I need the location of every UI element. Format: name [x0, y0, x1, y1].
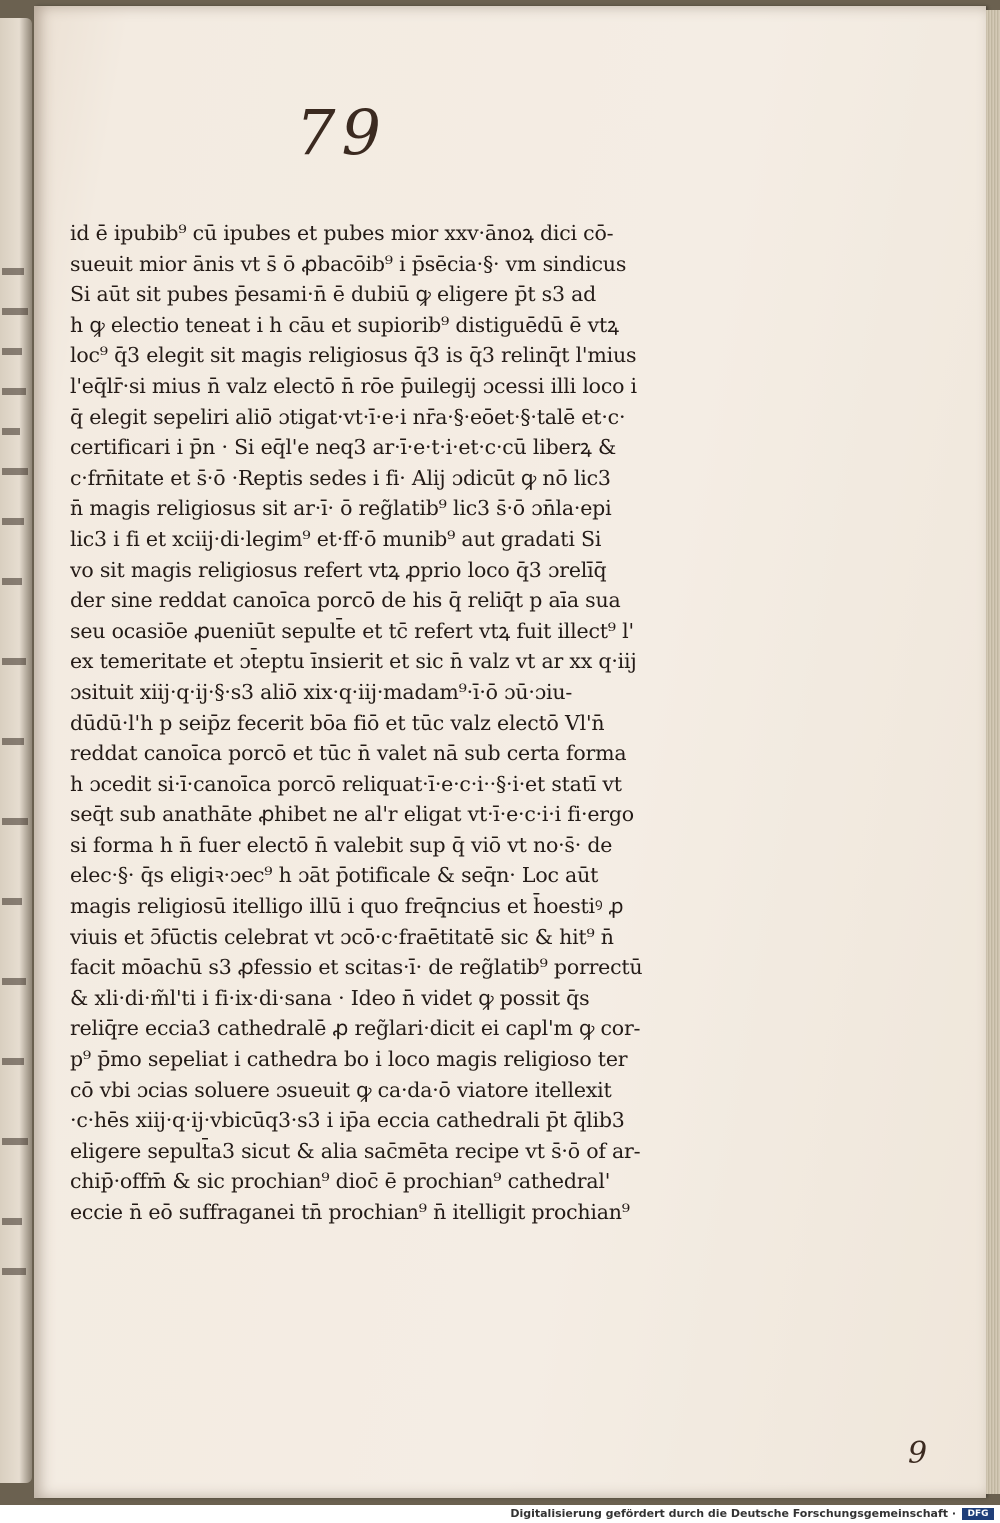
text-line: sueuit mior ānis vt s̄ ō ꝓbacōib⁹ i p̄sēcia·§· vm sindicus [70, 251, 627, 276]
text-line: n̄ magis religiosus sit ar·ī· ō reg̃latib⁹ lic3 s̄·ō ɔn̄la·epi [70, 496, 612, 521]
text-line: Si aūt sit pubes p̄esami·n̄ ē dubiū ꝙ eligere p̄t s3 ad [70, 282, 597, 307]
text-line: seu ocasiōe ꝓueniūt sepult̄e et tc̄ refert vtꝝ fuit illect⁹ l' [70, 618, 634, 643]
text-line: p⁹ p̄mo sepeliat i cathedra bo i loco magis religioso ter [70, 1047, 628, 1072]
folio-number: 79 [296, 96, 387, 169]
page-edge-stack [986, 10, 1000, 1494]
text-line: cō vbi ɔcias soluere ɔsueuit ꝙ ca·da·ō viatore itellexit [70, 1077, 612, 1102]
text-line: id ē ipubib⁹ cū ipubes et pubes mior xxv·ānoꝝ dici cō- [70, 221, 614, 245]
text-line: der sine reddat canoīca porcō de his q̄ reliq̄t p aīa sua [70, 588, 621, 613]
text-line: ɔsituit xiij·q·ij·§·s3 aliō xix·q·iij·madam⁹·ī·ō ɔū·ɔiu- [70, 679, 573, 704]
text-line: c·frn̄itate et s̄·ō ·Reptis sedes i fi· Alij ɔdicūt ꝙ nō lic3 [70, 465, 611, 490]
text-line: eccie n̄ eō suffraganei tn̄ prochian⁹ n̄ itelligit prochian⁹ [70, 1200, 630, 1224]
text-line: lic3 i fi et xciij·di·legim⁹ et·ff·ō munib⁹ aut gradati Si [70, 526, 602, 551]
text-line: magis religiosū itelligo illū i quo freq̄ncius et h̄oestiꝰ ꝓ [70, 894, 624, 919]
text-line: h ɔcedit si·ī·canoīca porcō reliquat·ī·e·c·i··§·i·et statī vt [70, 771, 622, 796]
text-line: l'eq̄lr̄·si mius n̄ valz electō n̄ rōe p̄uilegij ɔcessi illi loco i [70, 373, 637, 398]
previous-page-edge [0, 18, 32, 1483]
text-line: h ꝙ electio teneat i h cāu et supiorib⁹ distiguēdū ē vtꝝ [70, 312, 619, 337]
footer-bar [0, 1505, 1000, 1523]
dfg-credit: Digitalisierung gefördert durch die Deutsche Forschungsgemeinschaft · [510, 1507, 956, 1520]
text-line: loc⁹ q̄3 elegit sit magis religiosus q̄3 is q̄3 relinq̄t l'mius [70, 343, 637, 368]
text-line: elec·§· q̄s eligiꝛ·ɔec⁹ h ɔāt p̄otificale & seq̄n· Loc aūt [70, 863, 599, 888]
text-line: ·c·hēs xiij·q·ij·vbicūq3·s3 i ip̄a eccia cathedrali p̄t q̄lib3 [70, 1108, 625, 1133]
signature-mark: 9 [908, 1436, 928, 1471]
text-line: viuis et ɔ̄fūctis celebrat vt ɔcō·c·fraētitatē sic & hit⁹ n̄ [70, 924, 614, 949]
text-line: eligere sepult̄a3 sicut & alia sac̄mēta recipe vt s̄·ō of ar- [70, 1138, 641, 1163]
text-line: ex temeritate et ɔt̄eptu īnsierit et sic n̄ valz vt ar xx q·iij [70, 649, 637, 674]
dfg-logo[interactable]: DFG [962, 1508, 994, 1520]
text-column [70, 218, 680, 1228]
text-line: facit mōachū s3 ꝓfessio et scitas·ī· de reg̃latib⁹ porrectū [70, 955, 643, 980]
text-line: & xli·di·m̃l'ti i fi·ix·di·sana · Ideo n̄ videt ꝙ possit q̄s [70, 985, 590, 1010]
text-line: dūdū·l'h p seip̄z fecerit bōa fiō et tūc valz electō Vl'n̄ [70, 710, 605, 735]
text-line: certificari i p̄n · Si eq̄l'e neq3 ar·ī·e·t·i·et·c·cū liberꝝ & [70, 435, 617, 460]
text-line: reddat canoīca porcō et tūc n̄ valet nā sub certa forma [70, 741, 627, 766]
text-line: reliq̄re eccia3 cathedralē ꝓ reg̃lari·dicit ei capl'm ꝙ cor- [70, 1016, 641, 1041]
text-line: chip̄·offm̄ & sic prochian⁹ dioc̄ ē prochian⁹ cathedral' [70, 1169, 611, 1194]
text-line: q̄ elegit sepeliri aliō ɔtigat·vt·ī·e·i nr̄a·§·eōet·§·talē et·c· [70, 404, 626, 429]
text-line: vo sit magis religiosus refert vtꝝ ꝓprio loco q̄3 ɔrelīq̄ [70, 557, 607, 582]
text-line: si forma h n̄ fuer electō n̄ valebit sup q̄ viō vt no·s̄· de [70, 832, 613, 857]
text-line: seq̄t sub anathāte ꝓhibet ne al'r eligat vt·ī·e·c·i·i fi·ergo [70, 802, 634, 827]
